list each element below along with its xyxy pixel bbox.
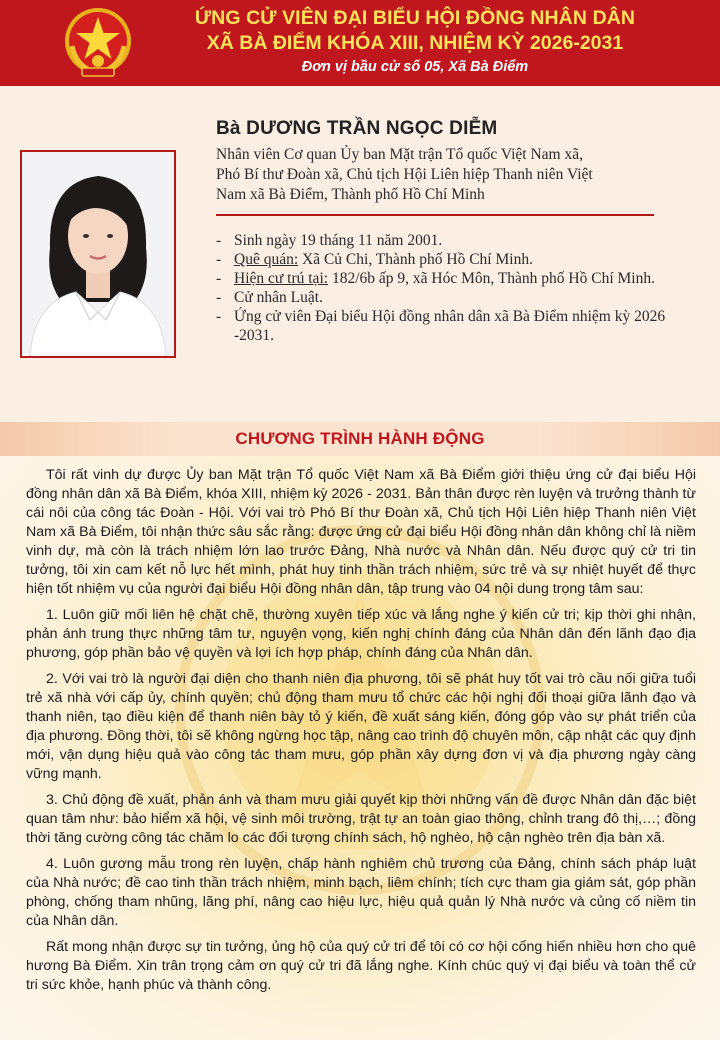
candidate-bio-list <box>216 231 686 345</box>
candidate-position <box>216 145 656 205</box>
bio-label: Quê quán: <box>234 251 299 268</box>
header-title-line-1: ỨNG CỬ VIÊN ĐẠI BIỂU HỘI ĐỒNG NHÂN DÂN <box>194 7 636 29</box>
program-paragraph: 2. Với vai trò là người đại diện cho thanh niên địa phương, tôi sẽ phát huy tốt vai trò cầu nối giữa tuổi trẻ xã nhà với cấp ủy, chính quyền; chủ động tham mưu tổ chức các hội nghị đối thoại giữa lãnh đạo và thanh niên, tạo điều kiện để thanh niên bày tỏ ý kiến, đề xuất sáng kiến, đóng góp vào sự phát triển của địa phương. Đồng thời, tôi sẽ không ngừng học tập, nâng cao trình độ chuyên môn, cập nhật các quy định mới, vận dụng hiệu quả vào công tác tham mưu, góp phần xây dựng đơn vị và địa phương ngày càng vững mạnh. <box>26 671 696 782</box>
program-paragraph: 3. Chủ động đề xuất, phản ánh và tham mưu giải quyết kịp thời những vấn đề được Nhân dân đặc biệt quan tâm như: bảo hiểm xã hội, vệ sinh môi trường, trật tự an toàn giao thông, chỉnh trang đô thị,…; đồng thời tăng cường công tác chăm lo các đối tượng chính sách, hộ nghèo, hộ cận nghèo trên địa bàn xã. <box>26 792 696 846</box>
header-title-line-2: XÃ BÀ ĐIỂM KHÓA XIII, NHIỆM KỲ 2026-2031 <box>206 32 624 54</box>
candidate-name: Bà DƯƠNG TRẦN NGỌC DIỄM <box>216 118 498 139</box>
header-banner <box>0 0 720 86</box>
program-paragraph: Rất mong nhận được sự tin tưởng, ủng hộ của quý cử tri để tôi có cơ hội cống hiến nhiều hơn cho quê hương Bà Điểm. Xin trân trọng cảm ơn quý cử tri đã lắng nghe. Kính chúc quý vị đại biểu và toàn thể cử tri sức khỏe, hạnh phúc và thành công. <box>26 939 696 993</box>
candidate-photo <box>20 150 176 358</box>
bio-text: Cử nhân Luật. <box>234 289 323 306</box>
portrait-illustration <box>22 152 174 356</box>
bio-item <box>216 250 686 269</box>
position-line: Nhân viên Cơ quan Ủy ban Mặt trận Tổ quốc Việt Nam xã, <box>216 146 583 163</box>
position-line: Phó Bí thư Đoàn xã, Chủ tịch Hội Liên hiệp Thanh niên Việt <box>216 166 593 183</box>
bio-text: 182/6b ấp 9, xã Hóc Môn, Thành phố Hồ Chí Minh. <box>328 270 655 287</box>
bio-item <box>216 231 686 250</box>
program-paragraph: 1. Luôn giữ mối liên hệ chặt chẽ, thường xuyên tiếp xúc và lắng nghe ý kiến cử tri; kịp thời ghi nhận, phản ánh trung thực những tâm tư, nguyện vọng, kiến nghị chính đáng của Nhân dân đến lãnh đạo địa phương, góp phần bảo vệ quyền và lợi ích hợp pháp, chính đáng của Nhân dân. <box>26 607 696 661</box>
national-emblem-icon <box>62 6 134 80</box>
bio-item <box>216 288 686 307</box>
bio-item <box>216 307 686 345</box>
program-paragraph: Tôi rất vinh dự được Ủy ban Mặt trận Tổ quốc Việt Nam xã Bà Điểm giới thiệu ứng cử đại biểu Hội đồng nhân dân xã Bà Điểm, khóa XIII, nhiệm kỳ 2026 - 2031. Bản thân được rèn luyện và trưởng thành từ cái nôi của công tác Đoàn - Hội. Với vai trò Phó Bí thư Đoàn xã, Chủ tịch Hội Liên hiệp Thanh niên Việt Nam xã Bà Điểm, tôi nhận thức sâu sắc rằng: được ứng cử đại biểu Hội đồng nhân dân không chỉ là niềm vinh dự, mà còn là trách nhiệm lớn lao trước Đảng, Nhà nước và Nhân dân. Nếu được quý cử tri tin tưởng, tôi xin cam kết nỗ lực hết mình, phát huy tinh thần trách nhiệm, sức trẻ và sự nhiệt huyết để thực hiện tốt nhiệm vụ của người đại biểu Hội đồng nhân dân, tập trung vào 04 nội dung trọng tâm sau: <box>26 467 696 597</box>
name-divider <box>216 214 654 216</box>
header-subtitle: Đơn vị bầu cử số 05, Xã Bà Điểm <box>301 59 529 75</box>
program-paragraph: 4. Luôn gương mẫu trong rèn luyện, chấp hành nghiêm chủ trương của Đảng, chính sách pháp luật của Nhà nước; đề cao tinh thần trách nhiệm, minh bạch, liêm chính; tích cực tham gia giám sát, góp phần phòng, chống tham nhũng, lãng phí, nâng cao hiệu lực, hiệu quả quản lý Nhà nước và củng cố niềm tin của Nhân dân. <box>26 856 696 929</box>
bio-text: Sinh ngày 19 tháng 11 năm 2001. <box>234 232 443 249</box>
bio-label: Hiện cư trú tại: <box>234 270 329 287</box>
bio-item <box>216 269 686 288</box>
program-body <box>26 466 696 1002</box>
position-line: Nam xã Bà Điểm, Thành phố Hồ Chí Minh <box>216 186 485 203</box>
program-title: CHƯƠNG TRÌNH HÀNH ĐỘNG <box>235 429 485 448</box>
bio-text: Xã Củ Chi, Thành phố Hồ Chí Minh. <box>298 251 533 268</box>
bio-text: Ứng cử viên Đại biểu Hội đồng nhân dân xã Bà Điểm nhiệm kỳ 2026 -2031. <box>234 308 666 344</box>
